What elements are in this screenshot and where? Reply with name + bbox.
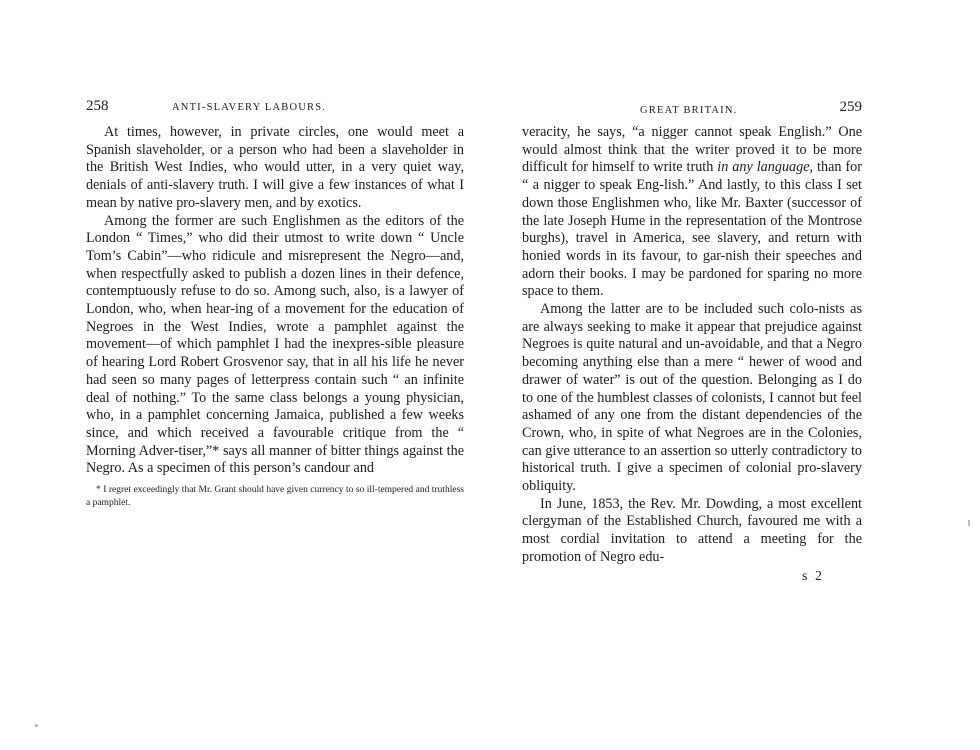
right-paragraph-1-start: veracity, he says, “a nigger cannot speak English.” One would almost think that the writer proved it to be more difficult for himself to write truth — [522, 124, 862, 176]
signature-mark: s 2 — [802, 568, 824, 584]
right-running-head — [522, 98, 862, 118]
right-running-title: GREAT BRITAIN. — [640, 105, 738, 116]
left-page-number: 258 — [86, 98, 109, 114]
left-paragraph-1: At times, however, in private circles, one would meet a Spanish slaveholder, or a person who had been a slaveholder in the British West Indies, who would utter, in a very quiet way, denials of anti-slavery truth. I will give a few instances of what I mean by native pro-slavery men, and by exotics. — [86, 124, 464, 211]
right-paragraph-1 — [522, 124, 862, 301]
scan-speck — [968, 520, 970, 526]
scan-speck — [35, 724, 38, 727]
left-running-title: ANTI-SLAVERY LABOURS. — [172, 102, 327, 113]
right-paragraph-3: In June, 1853, the Rev. Mr. Dowding, a most excellent clergyman of the Established Church, favoured me with a most cordial invitation to attend a meeting for the promotion of Negro edu- — [522, 495, 862, 565]
footnote: * I regret exceedingly that Mr. Grant should have given currency to so ill-tempered and truthless a pamphlet. — [86, 485, 464, 508]
left-page — [86, 98, 464, 509]
left-running-head — [86, 98, 464, 118]
right-paragraph-2: Among the latter are to be included such colo-nists as are always seeking to make it appear that prejudice against Negroes is quite natural and un-avoidable, and that a Negro becoming anything else than a mere “ hewer of wood and drawer of water” is out of the question. Belonging as I do to one of the humblest classes of colonists, I cannot but feel ashamed of any one from the distant dependencies of the Crown, who, in spite of what Negroes are in the Colonies, can give utterance to an assertion so utterly contradictory to historical truth. I give a specimen of colonial pro-slavery obliquity. — [522, 301, 862, 495]
right-page-number: 259 — [839, 99, 862, 115]
right-paragraph-1-end: than for “ a nigger to speak Eng-lish.” And lastly, to this class I set down those Englishmen who, like Mr. Baxter (successor of the late Joseph Hume in the representation of the Montrose burghs), travel in America, see slavery, and return with honied words in its favour, to gar-nish their speeches and adorn their books. I may be pardoned for sparing no more space to them. — [522, 159, 862, 300]
right-paragraph-1-italic: in any language, — [717, 159, 814, 176]
right-page — [522, 98, 862, 585]
left-paragraph-2: Among the former are such Englishmen as the editors of the London “ Times,” who did their utmost to write down “ Uncle Tom’s Cabin”—who ridicule and misrepresent the Negro—and, when respectfully asked to publish a dozen lines in their defence, contemptuously refuse to do so. Among such, also, is a lawyer of London, who, when hear-ing of a movement for the education of Negroes in the West Indies, wrote a pamphlet against the movement—of which pamphlet I had the inexpres-sible pleasure of hearing Lord Robert Grosvenor say, that in all his life he never had seen so many pages of letterpress contain such “ an infinite deal of nothing.” To the same class belongs a young physician, who, in a pamphlet concerning Jamaica, published a few weeks since, and which received a favourable critique from the “ Morning Adver-tiser,”* says all manner of bitter things against the Negro. As a specimen of this person’s candour and — [86, 212, 464, 477]
